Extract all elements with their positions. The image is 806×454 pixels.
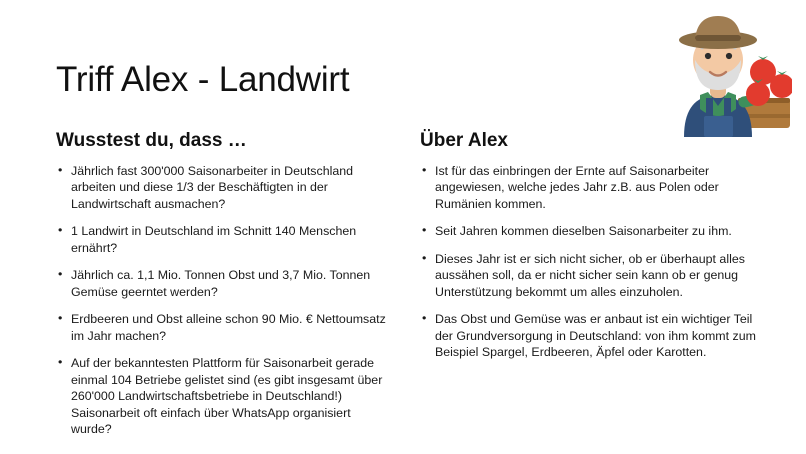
list-item: • Jährlich fast 300'000 Saisonarbeiter in Deutschland arbeiten und diese 1/3 der Beschäftigten in der Landwirtschaft ausmachen? [56, 163, 392, 213]
farmer-with-tomatoes-illustration [662, 2, 792, 137]
column-ueber-alex [420, 130, 756, 449]
column-wusstest-du [56, 130, 392, 449]
list-item: • Das Obst und Gemüse was er anbaut ist ein wichtiger Teil der Grundversorgung in Deutschland: von ihm kommt zum Beispiel Spargel, Erdbeeren, Äpfel oder Karotten. [420, 311, 756, 361]
bullet-list-right [420, 163, 756, 361]
list-item: • Auf der bekanntesten Plattform für Saisonarbeit gerade einmal 104 Betriebe gelistet sind (es gibt insgesamt über 260'000 Landwirtschaftsbetriebe in Deutschland!) Saisonarbeit oft einfach über WhatsApp organisiert wurde? [56, 355, 392, 438]
column-heading-left: Wusstest du, dass … [56, 130, 247, 151]
page-title: Triff Alex - Landwirt [56, 60, 350, 100]
list-item: • Jährlich ca. 1,1 Mio. Tonnen Obst und 3,7 Mio. Tonnen Gemüse geerntet werden? [56, 267, 392, 300]
list-item: • Ist für das einbringen der Ernte auf Saisonarbeiter angewiesen, welche jedes Jahr z.B. aus Polen oder Rumänien kommen. [420, 163, 756, 213]
list-item: • 1 Landwirt in Deutschland im Schnitt 140 Menschen ernährt? [56, 223, 392, 256]
content-columns [56, 130, 756, 449]
column-heading-right: Über Alex [420, 130, 508, 151]
bullet-list-left [56, 163, 392, 438]
list-item: • Seit Jahren kommen dieselben Saisonarbeiter zu ihm. [420, 223, 756, 240]
list-item: • Dieses Jahr ist er sich nicht sicher, ob er überhaupt alles aussähen soll, da er nicht sicher sein kann ob er genug Unterstützung bekommt um alles einzuholen. [420, 251, 756, 301]
list-item: • Erdbeeren und Obst alleine schon 90 Mio. € Nettoumsatz im Jahr machen? [56, 311, 392, 344]
